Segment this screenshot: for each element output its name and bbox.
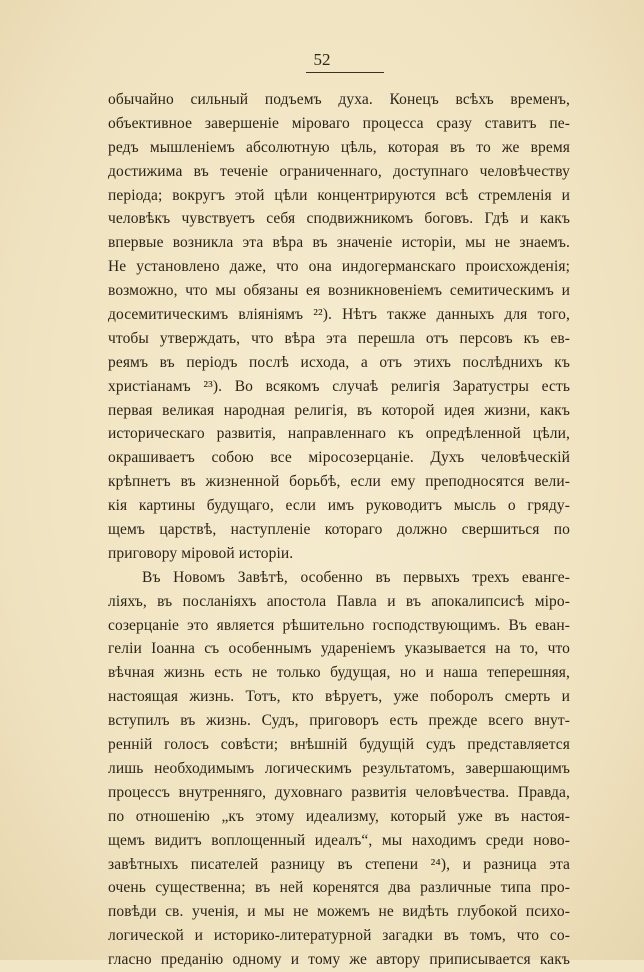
text-line: завѣтныхъ писателей разницу въ степени ²⁴), и разница эта — [108, 855, 570, 873]
text-line: досемитическимъ вліяніямъ ²²). Нѣтъ также данныхъ для того, — [108, 306, 570, 324]
text-line: возможно, что мы обязаны ея возникновеніемъ семитическимъ и — [108, 282, 570, 300]
text-line: достижима въ теченіе ограниченнаго, доступнаго человѣчеству — [108, 162, 570, 180]
text-line: гласно преданію одному и тому же автору приписывается какъ — [108, 951, 570, 969]
text-line: періода; вокругъ этой цѣли концентрируются всѣ стремленія и — [108, 186, 570, 204]
text-line: человѣкъ чувствуетъ себя сподвижникомъ боговъ. Гдѣ и какъ — [108, 210, 570, 228]
text-line: Въ Новомъ Завѣтѣ, особенно въ первыхъ трехъ еванге- — [142, 568, 570, 586]
text-line: окрашиваетъ собою все міросозерцаніе. Духъ человѣческій — [108, 449, 570, 467]
text-line: повѣди св. ученія, и мы не можемъ не видѣть глубокой психо- — [108, 903, 570, 921]
text-line: объективное завершеніе міроваго процесса сразу ставитъ пе- — [108, 114, 570, 132]
text-line: щемъ царствѣ, наступленіе котораго должно свершиться по — [108, 521, 570, 539]
text-line: лишь необходимымъ логическимъ результатомъ, завершающимъ — [108, 759, 570, 777]
text-line: по отношенію „къ этому идеализму, который уже въ настоя- — [108, 807, 570, 825]
text-line: крѣпнетъ въ жизненной борьбѣ, если ему преподносятся вели- — [108, 473, 570, 491]
text-line: реямъ въ періодъ послѣ исхода, а отъ этихъ послѣднихъ къ — [108, 353, 570, 371]
text-line: щемъ видитъ воплощенный идеалъ“, мы находимъ среди ново- — [108, 831, 570, 849]
text-line: очень существенна; въ ней коренятся два различные типа про- — [108, 879, 570, 897]
text-line: первая великая народная религія, въ которой идея жизни, какъ — [108, 401, 570, 419]
text-line: обычайно сильный подъемъ духа. Конецъ всѣхъ временъ, — [108, 91, 570, 108]
text-line: геліи Іоанна съ особеннымъ удареніемъ указывается на то, что — [108, 640, 570, 658]
text-line: редъ мышленіемъ абсолютную цѣль, которая въ то же время — [108, 138, 570, 156]
page-number: 52 — [313, 50, 331, 69]
body-text — [108, 88, 570, 972]
text-line: историческаго развитія, направленнаго къ опредѣленной цѣли, — [108, 425, 570, 443]
text-line: вѣчная жизнь есть не только будущая, но и наша теперешняя, — [108, 664, 570, 682]
text-line: процессъ внутренняго, духовнаго развитія человѣчества. Правда, — [108, 783, 570, 801]
text-line: ренній голосъ совѣсти; внѣшній будущій судъ представляется — [108, 736, 570, 754]
header-rule — [306, 72, 384, 73]
text-line: вступилъ въ жизнь. Судъ, приговоръ есть прежде всего внут- — [108, 712, 570, 730]
text-line: впервые возникла эта вѣра въ значеніе исторіи, мы не знаемъ. — [108, 234, 570, 252]
text-line: ліяхъ, въ посланіяхъ апостола Павла и въ апокалипсисѣ міро- — [108, 592, 570, 610]
text-line: логической и историко-литературной загадки въ томъ, что со- — [108, 927, 570, 945]
text-line: Не установлено даже, что она индогерманскаго происхожденія; — [108, 258, 570, 276]
text-line: созерцаніе это является рѣшительно господствующимъ. Въ еван- — [108, 616, 570, 634]
text-line: настоящая жизнь. Тотъ, кто вѣруетъ, уже поборолъ смерть и — [108, 688, 570, 706]
text-line: христіанамъ ²³). Во всякомъ случаѣ религія Заратустры есть — [108, 377, 570, 395]
text-line: приговору міровой исторіи. — [108, 544, 294, 562]
text-line: чтобы утверждать, что вѣра эта перешла отъ персовъ къ ев- — [108, 329, 570, 347]
text-line: кія картины будущаго, если имъ руководитъ мысль о гряду- — [108, 497, 570, 515]
